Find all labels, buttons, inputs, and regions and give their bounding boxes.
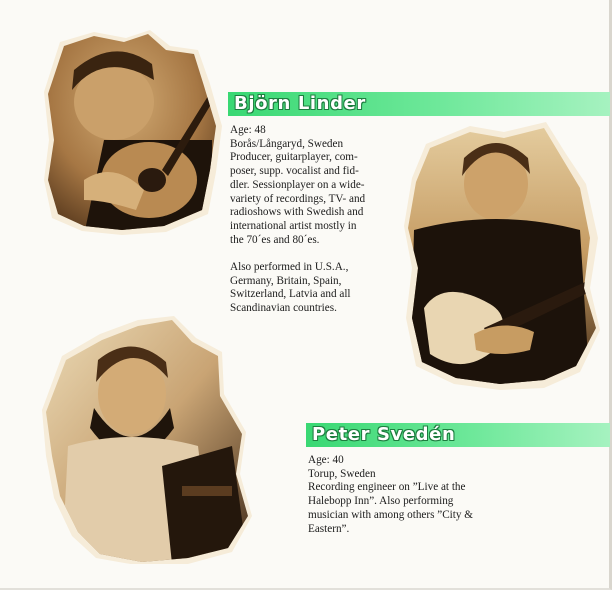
bio-line: Switzerland, Latvia and all	[230, 288, 351, 301]
bio-line: Producer, guitarplayer, com-	[230, 151, 358, 164]
guitarist-photo	[44, 30, 224, 235]
bio-line: Borås/Långaryd, Sweden	[230, 137, 344, 150]
bio-bjorn	[230, 124, 365, 316]
paragraph-gap	[230, 247, 365, 261]
bio-line: radioshows with Swedish and	[230, 206, 364, 219]
bio-line: Recording engineer on ”Live at the	[308, 481, 466, 494]
bio-line: the 70´es and 80´es.	[230, 233, 320, 246]
bio-line: variety of recordings, TV- and	[230, 192, 366, 205]
bio-line: Scandinavian countries.	[230, 302, 337, 315]
bio-line: Halebopp Inn”. Also performing	[308, 495, 454, 508]
bio-line: Eastern”.	[308, 522, 350, 535]
bio-line: dler. Sessionplayer on a wide-	[230, 178, 365, 191]
person-name: Peter Svedén	[312, 424, 456, 445]
bio-peter	[308, 454, 473, 536]
name-banner-bjorn	[228, 92, 610, 116]
bio-line: Also performed in U.S.A.,	[230, 261, 349, 274]
bio-line: Torup, Sweden	[308, 467, 376, 480]
bio-line: Age: 48	[230, 124, 266, 136]
bio-line: Germany, Britain, Spain,	[230, 274, 342, 287]
bio-line: musician with among others ”City &	[308, 508, 473, 521]
name-banner-peter	[306, 423, 610, 447]
bio-line: poser, supp. vocalist and fid-	[230, 165, 359, 178]
engineer-photo	[42, 316, 254, 564]
bio-line: international artist mostly in	[230, 219, 357, 232]
person-name: Björn Linder	[234, 93, 366, 114]
bio-line: Age: 40	[308, 454, 344, 466]
guitar-player-photo	[404, 118, 600, 390]
